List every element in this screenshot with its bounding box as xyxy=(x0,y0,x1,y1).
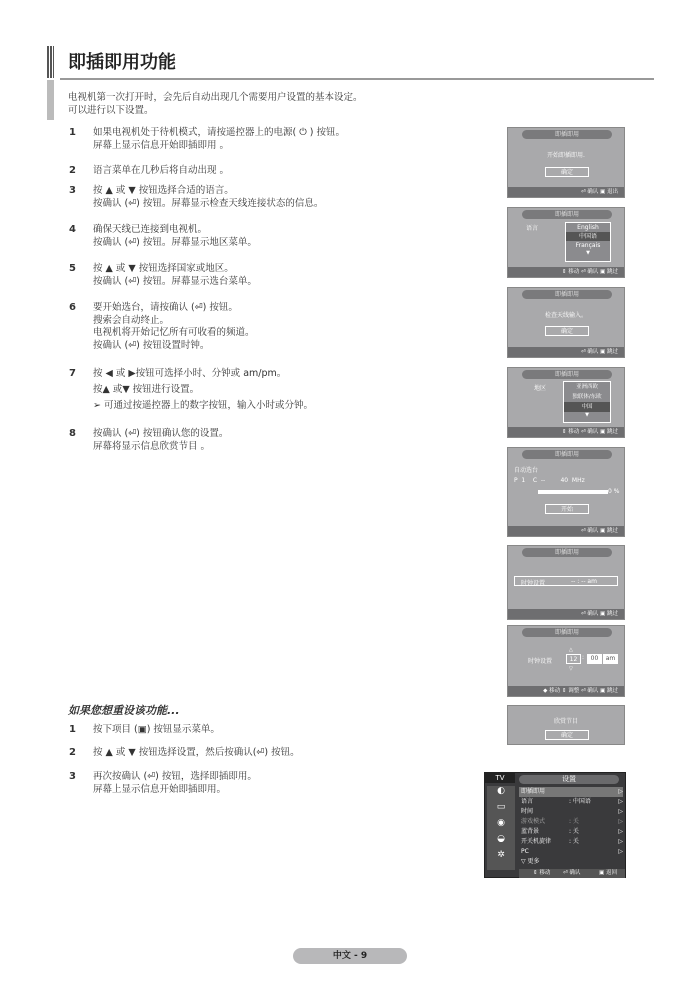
step-line: 确保天线已连接到电视机。 xyxy=(93,224,208,235)
screen-footer: ⏎ 确认 ▣ 跳过 xyxy=(508,526,624,536)
language-option[interactable]: Français xyxy=(575,242,601,249)
intro-line: 可以进行以下设置。 xyxy=(68,105,154,116)
return-hint: ▣ 返回 xyxy=(599,870,617,876)
screen-footer: ⏎ 确认 ▣ 退出 xyxy=(508,187,624,197)
intro-text xyxy=(68,91,363,117)
step-text xyxy=(93,185,323,210)
region-option[interactable]: 亚洲西欧 xyxy=(575,384,598,390)
ok-button[interactable]: 确定 xyxy=(545,167,589,177)
tv-screen-clock xyxy=(507,545,625,620)
region-list xyxy=(563,381,611,423)
screen-label: 地区 xyxy=(534,385,547,392)
step-line: 按确认 (⏎) 按钮。屏幕显示检查天线连接状态的信息。 xyxy=(93,197,324,209)
page-number: 中文 - 9 xyxy=(293,948,407,964)
tv-screen-clock-set xyxy=(507,625,625,697)
screen-tab: 即插即用 xyxy=(522,290,612,299)
step-number: 8 xyxy=(69,428,76,439)
intro-line: 电视机第一次打开时，会先后自动出现几个需要用户设置的基本设定。 xyxy=(68,92,363,103)
step-line: 语言菜单在几秒后将自动出现 。 xyxy=(93,165,230,176)
step-line: 如果电视机处于待机模式，请按遥控器上的电源( ⏻ ) 按钮。 xyxy=(93,127,345,138)
menu-item-label: 时间 xyxy=(521,808,534,815)
menu-item-label: PC xyxy=(521,848,529,855)
screen-footer: ◆ 移动 ⇕ 调整 ⏎ 确认 ▣ 跳过 xyxy=(508,686,624,696)
start-button[interactable]: 开始 xyxy=(545,504,589,514)
step-text xyxy=(93,428,228,453)
step-number: 7 xyxy=(69,368,76,379)
sound-icon[interactable]: ▭ xyxy=(496,802,506,812)
reset-step-number: 3 xyxy=(69,771,76,782)
title-rule xyxy=(60,78,654,80)
reset-step-text xyxy=(93,724,220,737)
step-line: 按 ◀ 或 ▶按钮可选择小时、分钟或 am/pm。 xyxy=(93,368,287,379)
setup-menu xyxy=(484,772,626,878)
chevron-right-icon: ▷ xyxy=(618,848,623,855)
step-line: 要开始选台，请按确认 (⏎) 按钮。 xyxy=(93,302,238,313)
step-line: 按 ▲ 或 ▼ 按钮选择设置，然后按确认(⏎) 按钮。 xyxy=(93,747,300,758)
chevron-up-icon: △ xyxy=(569,647,573,653)
screen-message: 开始即插即用. xyxy=(547,152,585,159)
step-text xyxy=(93,224,257,249)
screen-footer: ⏎ 确认 ▣ 跳过 xyxy=(508,609,624,619)
step-line: 按确认 (⏎) 按钮确认您的设置。 xyxy=(93,428,229,439)
menu-item[interactable] xyxy=(519,787,623,797)
reset-heading: 如果您想重设该功能... xyxy=(68,704,180,717)
tv-screen-enjoy xyxy=(507,705,625,745)
menu-item[interactable] xyxy=(519,847,623,857)
channel-icon[interactable]: ◉ xyxy=(497,818,505,828)
menu-item[interactable] xyxy=(519,857,623,867)
step-text xyxy=(93,368,313,413)
menu-item-value: : 关 xyxy=(569,828,579,835)
ampm-field[interactable]: am xyxy=(603,654,618,664)
step-line: 按确认 (⏎) 按钮设置时钟。 xyxy=(93,339,210,351)
screen-tab: 即插即用 xyxy=(522,370,612,379)
menu-item-value: : 关 xyxy=(569,818,579,825)
chevron-down-icon: ▽ xyxy=(569,666,573,672)
clock-value: -- : -- am xyxy=(571,578,597,585)
step-line: 按 ▲ 或 ▼ 按钮选择合适的语言。 xyxy=(93,185,234,196)
screen-label: 语言 xyxy=(526,225,539,232)
chevron-right-icon: ▷ xyxy=(618,818,623,825)
setup-gear-icon[interactable]: ✲ xyxy=(497,850,505,860)
step-line: 搜索会自动终止。 xyxy=(93,314,170,326)
step-text xyxy=(93,165,229,178)
step-text xyxy=(93,263,257,288)
step-number: 5 xyxy=(69,263,76,274)
input-icon[interactable]: ◒ xyxy=(497,834,505,844)
step-line: 屏幕上显示信息开始即插即用 。 xyxy=(93,139,230,151)
language-option-selected[interactable]: 中国语 xyxy=(566,232,610,241)
chevron-down-icon: ▼ xyxy=(585,412,589,418)
menu-item-label: 开关机旋律 xyxy=(521,838,552,845)
hour-field[interactable]: 12 xyxy=(566,654,581,664)
tv-screen-autostore xyxy=(507,447,625,537)
step-text xyxy=(93,302,255,352)
tv-screen-start xyxy=(507,127,625,198)
title-stripe-lower xyxy=(47,80,54,120)
menu-item-label: 游戏模式 xyxy=(521,818,546,825)
step-number: 4 xyxy=(69,224,76,235)
menu-item-label: 语言 xyxy=(521,798,534,805)
reset-step-number: 2 xyxy=(69,747,76,758)
move-hint: ⇕ 移动 xyxy=(533,870,551,876)
menu-item[interactable] xyxy=(519,827,623,837)
menu-item-value: : 关 xyxy=(569,838,579,845)
menu-item-value: : 中国语 xyxy=(569,798,591,805)
screen-message: 检查天线输入。 xyxy=(544,312,587,319)
step-line: 按▲ 或▼ 按钮进行设置。 xyxy=(93,383,200,395)
screen-footer: ⇕ 移动 ⏎ 确认 ▣ 跳过 xyxy=(508,427,624,437)
progress-bar xyxy=(538,490,608,494)
reset-step-number: 1 xyxy=(69,724,76,735)
clock-field[interactable] xyxy=(514,576,618,586)
language-option[interactable]: English xyxy=(577,224,599,231)
channel-readout: P 1 C -- 40 MHz xyxy=(514,477,585,484)
screen-message: 欣赏节目 xyxy=(553,718,578,725)
step-line: 按下项目 (▣) 按钮显示菜单。 xyxy=(93,724,220,735)
title-stripe xyxy=(47,46,54,78)
step-line: 屏幕将显示信息欣赏节目 。 xyxy=(93,440,211,452)
step-line: 屏幕上显示信息开始即插即用。 xyxy=(93,783,227,795)
reset-step-text xyxy=(93,747,300,760)
chevron-right-icon: ▷ xyxy=(618,788,623,795)
screen-label: 时钟设置 xyxy=(521,580,546,587)
screen-tab: 即插即用 xyxy=(522,450,612,459)
menu-item-label: ▽ 更多 xyxy=(521,858,540,865)
region-option-selected[interactable]: 中国 xyxy=(564,402,610,412)
step-line: 按确认 (⏎) 按钮。屏幕显示地区菜单。 xyxy=(93,236,257,248)
menu-item[interactable] xyxy=(519,797,623,807)
screen-footer: ⇕ 移动 ⏎ 确认 ▣ 跳过 xyxy=(508,267,624,277)
colon-separator: : xyxy=(582,654,585,661)
picture-icon[interactable]: ◐ xyxy=(497,786,505,796)
page-title: 即插即用功能 xyxy=(68,52,176,73)
menu-item[interactable] xyxy=(519,807,623,817)
chevron-right-icon: ▷ xyxy=(618,798,623,805)
progress-percent: 0 % xyxy=(608,488,620,495)
menu-item-list xyxy=(519,787,623,867)
minute-field[interactable]: 00 xyxy=(587,654,602,664)
tv-screen-antenna xyxy=(507,287,625,358)
chevron-down-icon: ▼ xyxy=(586,250,590,256)
menu-title: 设置 xyxy=(519,775,619,784)
step-number: 2 xyxy=(69,165,76,176)
region-option[interactable]: 独联体/东欧 xyxy=(572,394,602,400)
step-number: 6 xyxy=(69,302,76,313)
menu-item[interactable] xyxy=(519,837,623,847)
menu-item[interactable] xyxy=(519,817,623,827)
menu-footer xyxy=(519,869,625,878)
step-line: 按确认 (⏎) 按钮。屏幕显示选台菜单。 xyxy=(93,275,257,287)
enter-hint: ⏎ 确认 xyxy=(563,870,581,876)
screen-tab: 即插即用 xyxy=(522,548,612,557)
tv-screen-region xyxy=(507,367,625,438)
menu-item-label: 即插即用 xyxy=(521,788,546,795)
screen-tab: 即插即用 xyxy=(522,628,612,637)
step-line: 电视机将开始记忆所有可收看的频道。 xyxy=(93,327,255,338)
tv-screen-language xyxy=(507,207,625,278)
screen-label: 时钟设置 xyxy=(528,658,553,665)
language-list xyxy=(565,222,611,262)
chevron-right-icon: ▷ xyxy=(618,838,623,845)
tv-badge: TV xyxy=(485,773,515,783)
screen-title: 自动选台 xyxy=(514,467,539,474)
step-line: 按 ▲ 或 ▼ 按钮选择国家或地区。 xyxy=(93,263,234,274)
step-line: 再次按确认 (⏎) 按钮，选择即插即用。 xyxy=(93,771,257,782)
menu-icon-column xyxy=(487,786,515,870)
step-number: 1 xyxy=(69,127,76,138)
step-number: 3 xyxy=(69,185,76,196)
menu-item-label: 蓝背景 xyxy=(521,828,540,835)
screen-footer: ⏎ 确认 ▣ 跳过 xyxy=(508,347,624,357)
chevron-right-icon: ▷ xyxy=(618,828,623,835)
ok-button[interactable]: 确定 xyxy=(545,730,589,740)
step-line: ➢ 可通过按遥控器上的数字按钮，输入小时或分钟。 xyxy=(93,400,313,411)
step-text xyxy=(93,127,345,152)
ok-button[interactable]: 确定 xyxy=(545,326,589,336)
reset-step-text xyxy=(93,771,257,796)
chevron-right-icon: ▷ xyxy=(618,808,623,815)
screen-tab: 即插即用 xyxy=(522,130,612,139)
screen-tab: 即插即用 xyxy=(522,210,612,219)
